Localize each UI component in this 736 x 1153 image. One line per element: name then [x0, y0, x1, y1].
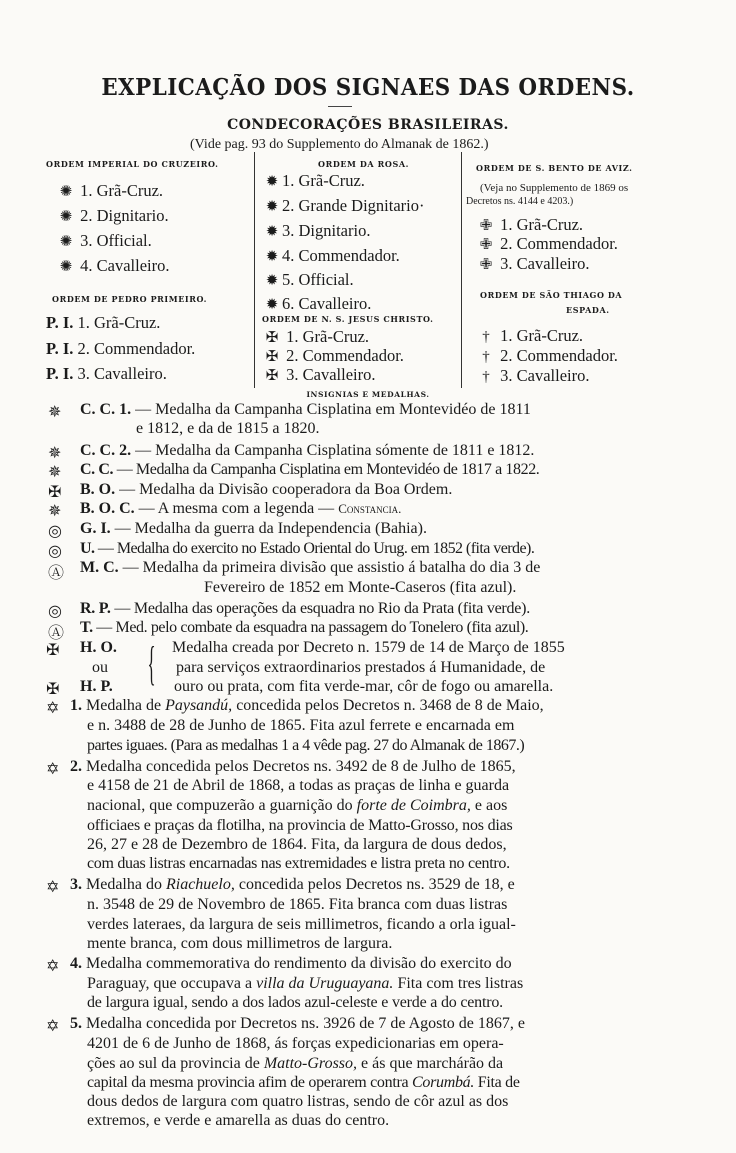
star-icon: ✵ — [48, 443, 62, 462]
cross-icon: ✠ — [46, 640, 60, 659]
medalha-5-line-5: dous dedos de largura com quatro listras, sendo de côr azul as dos — [87, 1093, 509, 1110]
line-text: nacional, que compuzerão a guarnição do — [87, 797, 353, 814]
abbreviation: C. C. — [80, 461, 114, 478]
line-text: Medalha concedida pelos Decretos ns. 3492 de 8 de Julho de 1865, — [86, 758, 516, 775]
abbreviation: R. P. — [80, 600, 111, 617]
item-number: 4. — [70, 955, 82, 972]
line-text: concedida pelos Decretos n. 3468 de 8 de Maio, — [236, 697, 544, 714]
item-label: 2. Commendador. — [77, 339, 196, 358]
heading-rosa: ORDEM DA ROSA. — [318, 159, 410, 169]
aviz-item-2 — [476, 234, 618, 254]
item-label: 3. Cavalleiro. — [286, 365, 376, 384]
medalha-5-line-6: extremos, e verde e amarella as duas do centro. — [87, 1112, 390, 1129]
sword-cross-icon: † — [482, 369, 490, 385]
medalha-5-line-3 — [87, 1055, 503, 1073]
line-text: — Medalha da Campanha Cisplatina em Montevidéo de 1811 — [135, 401, 531, 418]
line-u — [80, 540, 534, 558]
abbreviation: B. O. — [80, 481, 116, 498]
christo-item-2 — [262, 346, 404, 366]
pedro-item-1 — [46, 313, 160, 333]
item-label: 2. Dignitario. — [80, 206, 169, 225]
abbreviation: P. I. — [46, 313, 74, 332]
aviz-item-1 — [476, 215, 583, 235]
line-text: — Medalha da Campanha Cisplatina em Montevidéo de 1817 a 1822. — [116, 461, 540, 478]
abbreviation: G. I. — [80, 520, 111, 537]
line-text: — Medalha da primeira divisão que assistio á batalha do dia 3 de — [122, 559, 541, 576]
line-text: capital da mesma provincia afim de operarem contra — [87, 1074, 409, 1091]
line-ou: ou — [92, 659, 108, 676]
line-text: e ás que marchárão da — [361, 1055, 504, 1072]
item-label: 1. Grã-Cruz. — [500, 215, 584, 234]
medalha-1-line-2: e n. 3488 de 28 de Junho de 1865. Fita azul ferrete e encarnada em — [87, 717, 515, 734]
cruzeiro-item-2 — [56, 206, 169, 226]
line-text: — Medalha do exercito no Estado Oriental do Urug. em 1852 (fita verde). — [97, 540, 535, 557]
line-text: — Medalha da Divisão cooperadora da Boa Ordem. — [119, 481, 453, 498]
medalha-5-line-1 — [70, 1015, 525, 1033]
legend-text: Constancia. — [338, 501, 402, 516]
pedro-item-3 — [46, 364, 167, 384]
italic-text: villa da Uruguayana. — [256, 975, 394, 992]
item-label: 2. Commendador. — [500, 234, 618, 253]
medalha-5-line-2: 4201 de 6 de Junho de 1868, ás forças expedicionarias em opera- — [87, 1035, 504, 1052]
line-text: Fita de — [477, 1074, 520, 1091]
line-text: Medalha do — [86, 876, 162, 893]
abbreviation: P. I. — [46, 339, 74, 358]
line-hp-abbr — [80, 678, 113, 696]
rose-medal-icon: ✹ — [265, 249, 279, 265]
line-mc-a — [80, 559, 540, 577]
line-rp — [80, 600, 530, 618]
rose-medal-icon: ✹ — [265, 297, 279, 313]
aviz-item-3 — [476, 254, 589, 274]
line-text: — Medalha da guerra da Independencia (Bahia). — [114, 520, 427, 537]
star-icon: ✵ — [48, 501, 62, 520]
medalha-2-line-6: com duas listras encarnadas nas extremidades e listra preta no centro. — [87, 855, 510, 872]
rosa-item-5 — [262, 270, 354, 290]
rosa-item-4 — [262, 246, 400, 266]
rosa-item-1 — [262, 171, 365, 191]
item-label: 3. Cavalleiro. — [500, 254, 590, 273]
abbreviation: H. O. — [80, 639, 117, 656]
cruzeiro-item-4 — [56, 256, 169, 276]
item-label: 1. Grã-Cruz. — [500, 326, 584, 345]
item-label: 5. Official. — [282, 270, 354, 289]
italic-text: Riachuelo, — [165, 876, 235, 893]
line-ho-c: ouro ou prata, com fita verde-mar, côr de fogo ou amarella. — [174, 678, 554, 695]
abbreviation: H. P. — [80, 678, 113, 695]
line-ho-abbr — [80, 639, 117, 657]
line-t — [80, 619, 528, 637]
item-number: 3. — [70, 876, 82, 893]
line-mc-b: Fevereiro de 1852 em Monte-Caseros (fita azul). — [204, 579, 517, 596]
heading-insignias: INSIGNIAS E MEDALHAS. — [306, 390, 430, 399]
star-of-david-icon: ✡ — [46, 698, 60, 717]
item-number: 2. — [70, 758, 82, 775]
star-medal-icon: ✺ — [59, 234, 73, 250]
line-ho-b: para serviços extraordinarios prestados á Humanidade, de — [176, 659, 546, 676]
cross-medal-icon: ✠ — [265, 349, 279, 365]
rose-medal-icon: ✹ — [265, 174, 279, 190]
espada-item-1 — [476, 326, 583, 346]
title-rule — [328, 106, 352, 107]
item-label: 3. Cavalleiro. — [77, 364, 167, 383]
medalha-2-line-3 — [87, 797, 507, 815]
heading-cruzeiro: ORDEM IMPERIAL DO CRUZEIRO. — [46, 159, 219, 169]
line-cc1-a — [80, 401, 531, 419]
line-text: — Med. pelo combate da esquadra na passagem do Tonelero (fita azul). — [96, 619, 529, 636]
item-label: 3. Official. — [80, 231, 152, 250]
circle-medal-icon: ◎ — [48, 541, 62, 560]
reference-note: (Vide pag. 93 do Supplemento do Almanak de 1862.) — [190, 137, 489, 152]
rosa-item-3 — [262, 221, 370, 241]
cross-medal-icon: ✠ — [265, 368, 279, 384]
item-label: 4. Commendador. — [282, 246, 400, 265]
section-title: CONDECORAÇÕES BRASILEIRAS. — [227, 117, 509, 133]
item-label: 2. Commendador. — [500, 346, 618, 365]
item-label: 2. Commendador. — [286, 346, 404, 365]
heading-espada: ORDEM DE SÃO THIAGO DA — [480, 290, 623, 300]
star-medal-icon: ✺ — [59, 259, 73, 275]
line-text: e aos — [474, 797, 508, 814]
rose-medal-icon: ✹ — [265, 224, 279, 240]
aviz-note-1: (Veja no Supplemento de 1869 os — [480, 182, 629, 194]
brace: { — [147, 637, 156, 690]
circle-medal-icon: Ⓐ — [48, 623, 65, 642]
line-text: Paraguay, que occupava a — [87, 975, 253, 992]
pedro-item-2 — [46, 339, 195, 359]
line-text: ções ao sul da provincia de — [87, 1055, 260, 1072]
cruzeiro-item-1 — [56, 181, 163, 201]
star-of-david-icon: ✡ — [46, 1016, 60, 1035]
line-cc — [80, 461, 539, 479]
medalha-5-line-4 — [87, 1074, 520, 1092]
medalha-2-line-2: e 4158 de 21 de Abril de 1868, a todas as praças de linha e guarda — [87, 777, 510, 794]
abbreviation: C. C. 2. — [80, 442, 132, 459]
italic-text: Paysandú, — [165, 697, 233, 714]
espada-item-3 — [476, 366, 589, 386]
heading-espada-2: ESPADA. — [566, 305, 610, 315]
medalha-4-line-1 — [70, 955, 512, 973]
christo-item-3 — [262, 365, 375, 385]
line-text: concedida pelos Decretos ns. 3529 de 18, e — [238, 876, 515, 893]
cruzeiro-item-3 — [56, 231, 152, 251]
column-divider-left — [254, 152, 255, 388]
line-cc1-b: e 1812, e da de 1815 a 1820. — [136, 420, 320, 437]
circle-medal-icon: Ⓐ — [48, 563, 65, 582]
page-title: EXPLICAÇÃO DOS SIGNAES DAS ORDENS. — [101, 74, 635, 101]
line-ho-a: Medalha creada por Decreto n. 1579 de 14 de Março de 1855 — [172, 639, 565, 656]
italic-text: Corumbá. — [412, 1074, 475, 1091]
italic-text: Matto-Grosso, — [263, 1055, 358, 1072]
abbreviation: T. — [80, 619, 93, 636]
rose-medal-icon: ✹ — [265, 273, 279, 289]
item-label: 6. Cavalleiro. — [282, 294, 372, 313]
item-label: 1. Grã-Cruz. — [77, 313, 161, 332]
line-text: — Medalha da Campanha Cisplatina sómente de 1811 e 1812. — [135, 442, 535, 459]
line-bo — [80, 481, 452, 499]
espada-item-2 — [476, 346, 618, 366]
star-medal-icon: ✺ — [59, 209, 73, 225]
medalha-2-line-1 — [70, 758, 516, 776]
line-text: Medalha de — [86, 697, 162, 714]
item-number: 1. — [70, 697, 82, 714]
medalha-1-line-3: partes iguaes. (Para as medalhas 1 a 4 vêde pag. 27 do Almanak de 1867.) — [87, 737, 525, 754]
abbreviation: M. C. — [80, 559, 119, 576]
fleury-cross-icon: ✙ — [479, 257, 493, 273]
abbreviation: B. O. C. — [80, 500, 135, 517]
medalha-2-line-5: 26, 27 e 28 de Dezembro de 1864. Fita, da largura de dous dedos, — [87, 836, 507, 853]
heading-aviz: ORDEM DE S. BENTO DE AVIZ. — [476, 163, 633, 173]
star-medal-icon: ✺ — [59, 184, 73, 200]
sword-cross-icon: † — [482, 349, 490, 365]
item-label: 1. Grã-Cruz. — [286, 327, 370, 346]
line-gi — [80, 520, 427, 538]
heading-christo: ORDEM DE N. S. JESUS CHRISTO. — [262, 314, 434, 324]
abbreviation: U. — [80, 540, 95, 557]
item-label: 3. Dignitario. — [282, 221, 371, 240]
italic-text: forte de Coimbra, — [356, 797, 471, 814]
heading-pedro: ORDEM DE PEDRO PRIMEIRO. — [52, 294, 208, 304]
column-divider-right — [461, 152, 462, 388]
medalha-3-line-1 — [70, 876, 515, 894]
medalha-3-line-4: mente branca, com dous millimetros de largura. — [87, 935, 393, 952]
medalha-3-line-3: verdes lateraes, da largura de seis millimetros, ficando a orla igual- — [87, 916, 516, 933]
item-label: 1. Grã-Cruz. — [80, 181, 164, 200]
rose-medal-icon: ✹ — [265, 199, 279, 215]
cross-medal-icon: ✠ — [265, 330, 279, 346]
star-of-david-icon: ✡ — [46, 956, 60, 975]
line-text: Medalha commemorativa do rendimento da divisão do exercito do — [86, 955, 512, 972]
medalha-1-line-1 — [70, 697, 544, 715]
medalha-4-line-2 — [87, 975, 523, 993]
circle-medal-icon: ◎ — [48, 601, 62, 620]
line-text: — Medalha das operações da esquadra no Rio da Prata (fita verde). — [114, 600, 530, 617]
medalha-3-line-2: n. 3548 de 29 de Novembro de 1865. Fita branca com duas listras — [87, 896, 508, 913]
line-text: Medalha concedida por Decretos ns. 3926 de 7 de Agosto de 1867, e — [86, 1015, 525, 1032]
medalha-2-line-4: officiaes e praças da flotilha, na provincia de Matto-Grosso, nos dias — [87, 817, 513, 834]
christo-item-1 — [262, 327, 369, 347]
abbreviation: P. I. — [46, 364, 74, 383]
star-of-david-icon: ✡ — [46, 759, 60, 778]
rosa-item-6 — [262, 294, 371, 314]
rosa-item-2 — [262, 196, 425, 216]
fleury-cross-icon: ✙ — [479, 237, 493, 253]
abbreviation: C. C. 1. — [80, 401, 132, 418]
cross-icon: ✠ — [48, 482, 62, 501]
item-label: 4. Cavalleiro. — [80, 256, 170, 275]
item-number: 5. — [70, 1015, 82, 1032]
cross-icon: ✠ — [46, 679, 60, 698]
line-text: Fita com tres listras — [397, 975, 524, 992]
line-text: — A mesma com a legenda — — [138, 500, 335, 517]
line-boc — [80, 500, 401, 518]
medalha-4-line-3: de largura igual, sendo a dos lados azul-celeste e verde a do centro. — [87, 994, 503, 1011]
item-label: 1. Grã-Cruz. — [282, 171, 365, 190]
item-label: 3. Cavalleiro. — [500, 366, 590, 385]
circle-medal-icon: ◎ — [48, 521, 62, 540]
star-icon: ✵ — [48, 462, 62, 481]
item-label: 2. Grande Dignitario· — [282, 196, 425, 215]
star-icon: ✵ — [48, 402, 62, 421]
sword-cross-icon: † — [482, 329, 490, 345]
fleury-cross-icon: ✙ — [479, 218, 493, 234]
star-of-david-icon: ✡ — [46, 877, 60, 896]
line-cc2 — [80, 442, 534, 460]
aviz-note-2: Decretos ns. 4144 e 4203.) — [466, 196, 574, 207]
